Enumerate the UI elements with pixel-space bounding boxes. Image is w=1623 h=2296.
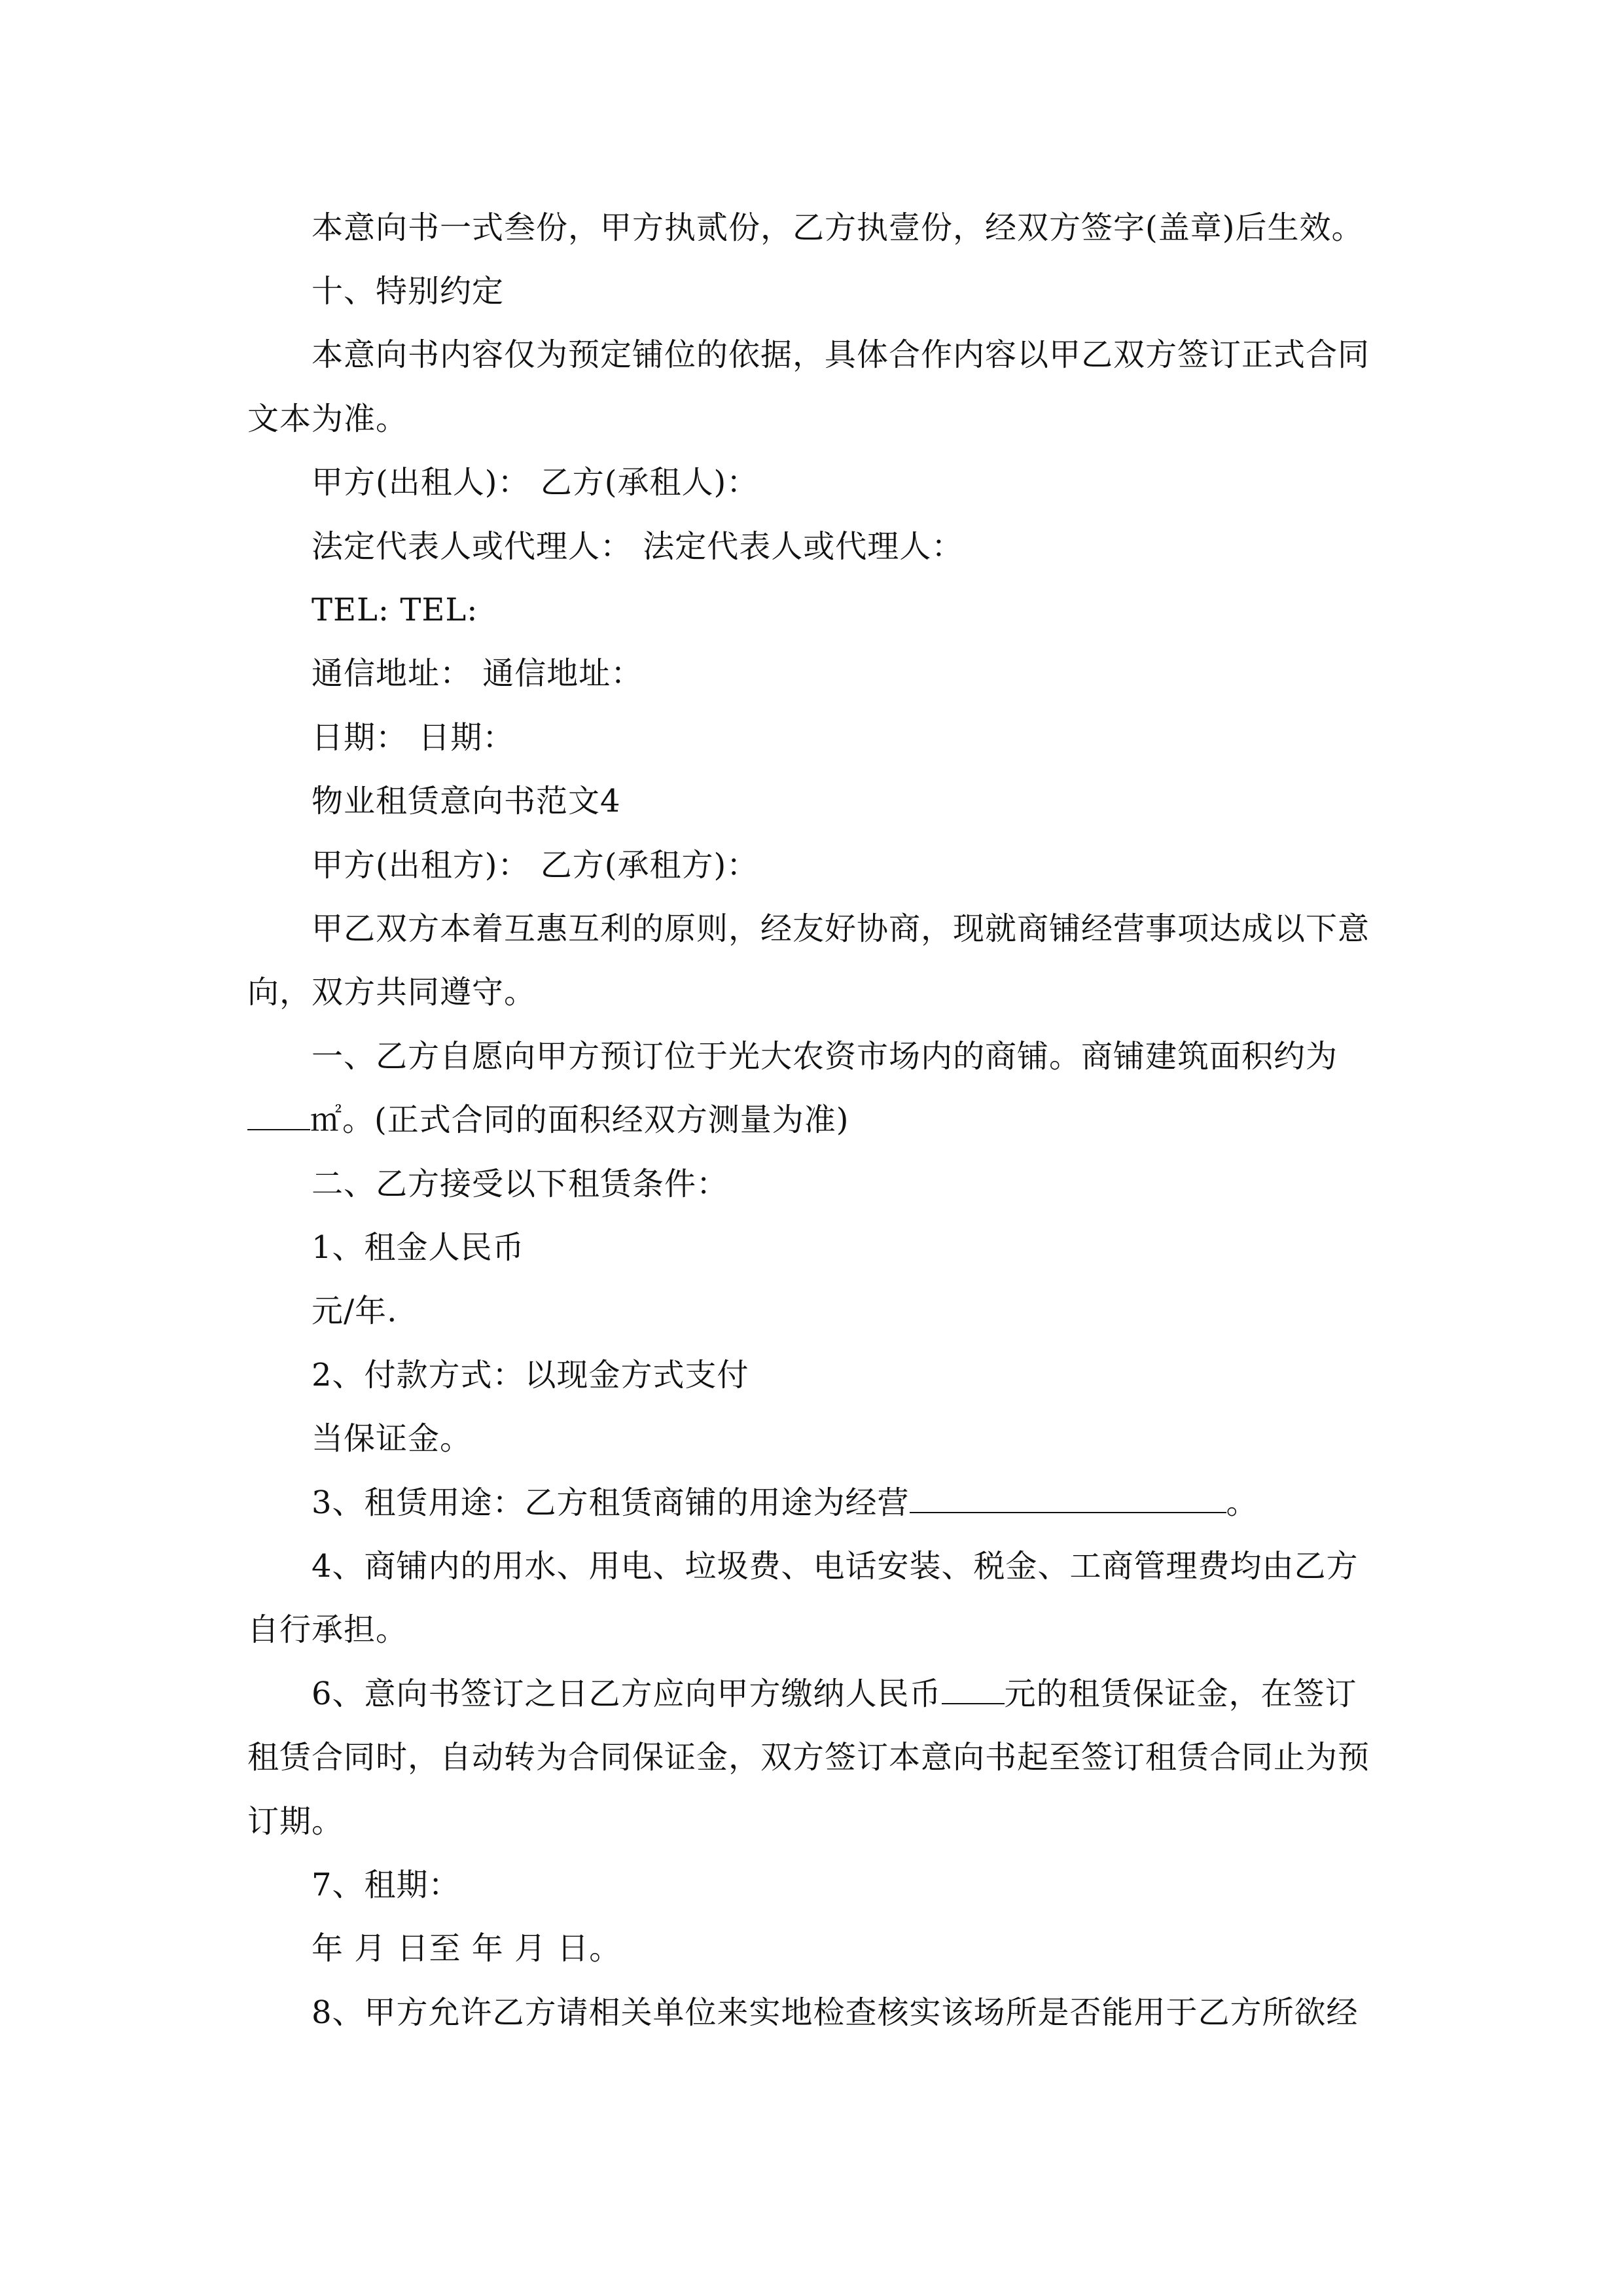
signature-tel: TEL: TEL: [312,592,478,628]
clause-2-2-payment: 2、付款方式：以现金方式支付 [312,1357,749,1393]
signature-address: 通信地址： 通信地址： [312,655,643,692]
paragraph-special-agreement-line1: 本意向书内容仅为预定铺位的依据，具体合作内容以甲乙双方签订正式合同 [312,336,1370,373]
clause-2-4-line2: 自行承担。 [247,1611,408,1648]
signature-date: 日期： 日期： [312,719,515,756]
paragraph-copies-effective: 本意向书一式叁份，甲方执贰份，乙方执壹份，经双方签字(盖章)后生效。 [312,209,1364,246]
clause-2-3-use-end: 。 [1226,1484,1258,1521]
paragraph-special-agreement-line2: 文本为准。 [247,401,408,437]
paragraph-intent-line2: 向，双方共同遵守。 [247,974,537,1011]
clause-2-3-use-text: 3、租赁用途：乙方租赁商铺的用途为经营 [312,1484,910,1521]
clause-2-7-term: 7、租期： [312,1867,461,1903]
area-blank [247,1103,310,1130]
clause-2-6-text-b: 元的租赁保证金，在签订 [1004,1676,1357,1712]
clause-2-8-line1: 8、甲方允许乙方请相关单位来实地检查核实该场所是否能用于乙方所欲经 [312,1994,1359,2031]
use-blank [910,1486,1226,1513]
signature-parties-lessor-lessee: 甲方(出租人)： 乙方(承租人)： [312,464,759,501]
clause-1-line2 [247,1099,849,1141]
section-title-sample-4: 物业租赁意向书范文4 [312,783,621,819]
clause-1-line1: 一、乙方自愿向甲方预订位于光大农资市场内的商铺。商铺建筑面积约为 [312,1038,1338,1075]
clause-2-2-deposit: 当保证金。 [312,1420,473,1457]
paragraph-intent-line1: 甲乙双方本着互惠互利的原则，经友好协商，现就商铺经营事项达成以下意 [312,910,1370,947]
signature-legal-representative: 法定代表人或代理人： 法定代表人或代理人： [312,528,964,565]
clause-2-6-line3: 订期。 [247,1803,344,1840]
clause-1-area-text: ㎡。(正式合同的面积经双方测量为准) [310,1102,849,1138]
clause-2-3-use [312,1482,1258,1524]
parties-lessor-lessee: 甲方(出租方)： 乙方(承租方)： [312,847,759,884]
clause-2-4-line1: 4、商铺内的用水、用电、垃圾费、电话安装、税金、工商管理费均由乙方 [312,1548,1359,1585]
clause-2-6-text-a: 6、意向书签订之日乙方应向甲方缴纳人民币 [312,1676,942,1712]
deposit-blank [942,1677,1005,1704]
section-heading-special-agreement: 十、特别约定 [312,273,505,310]
clause-2-heading: 二、乙方接受以下租赁条件： [312,1166,729,1202]
clause-2-6-line2: 租赁合同时，自动转为合同保证金，双方签订本意向书起至签订租赁合同止为预 [247,1739,1370,1776]
clause-2-1-rent: 1、租金人民币 [312,1229,525,1266]
clause-2-1-rent-unit: 元/年. [312,1293,398,1329]
clause-2-6-line1 [312,1673,1357,1715]
clause-2-7-term-dates: 年 月 日至 年 月 日。 [312,1930,622,1967]
